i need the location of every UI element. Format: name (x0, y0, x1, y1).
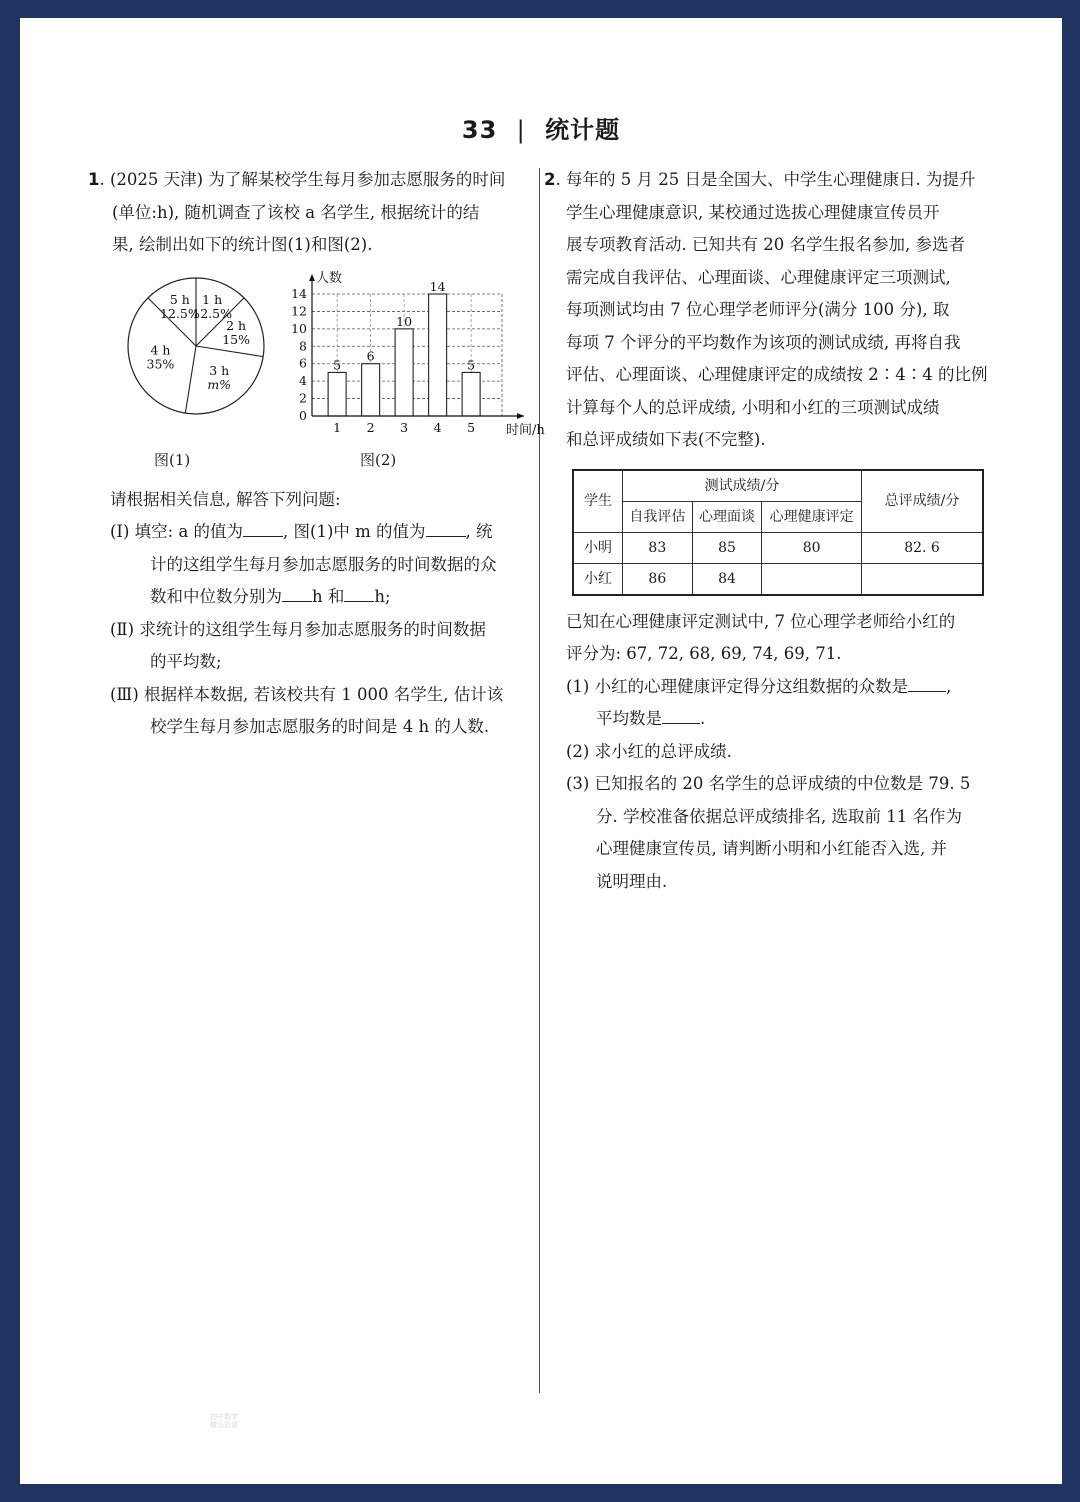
q1-part1 (88, 516, 534, 614)
th-total: 总评成绩/分 (862, 470, 984, 533)
x-tick-label: 4 (433, 419, 442, 435)
x-tick-label: 2 (366, 419, 375, 435)
q1-part2-line1: (Ⅱ) 求统计的这组学生每月参加志愿服务的时间数据 (110, 619, 486, 639)
title-separator: | (516, 116, 526, 144)
bar-value-label: 10 (396, 313, 413, 329)
q2-line: 评估、心理面谈、心理健康评定的成绩按 2∶4∶4 的比例 (566, 365, 988, 384)
q2-line: 和总评成绩如下表(不完整). (566, 430, 766, 449)
watermark (210, 1413, 238, 1429)
y-tick-label: 10 (291, 320, 307, 336)
q1-part1-c: , 统 (465, 522, 493, 541)
question-2 (544, 164, 990, 898)
th-talk: 心理面谈 (692, 501, 762, 532)
q1-part1-line3-a: 数和中位数分别为 (150, 587, 282, 606)
th-self: 自我评估 (623, 501, 693, 532)
q2-sub2: (2) 求小红的总评成绩. (566, 741, 732, 761)
q2-number: 2 (544, 170, 556, 189)
th-test: 测试成绩/分 (623, 470, 862, 502)
q2-after-line1: 已知在心理健康评定测试中, 7 位心理学老师给小红的 (566, 611, 956, 631)
table-row (573, 563, 983, 595)
q1-part1-line3-b: h 和 (312, 587, 345, 606)
cell-eval-empty (762, 563, 862, 595)
answer-blank-median[interactable] (344, 583, 374, 602)
pie-slice-label: 1 h (202, 291, 223, 307)
q2-sub3 (544, 768, 990, 898)
q2-line: . 每年的 5 月 25 日是全国大、中学生心理健康日. 为提升 (555, 170, 976, 189)
q1-line3: 果, 绘制出如下的统计图(1)和图(2). (112, 235, 373, 254)
q2-sub1-a: (1) 小红的心理健康评定得分这组数据的众数是 (566, 676, 909, 696)
y-tick-label: 14 (291, 285, 307, 301)
q1-part2-line2: 的平均数; (150, 652, 222, 671)
q2-sub3-line: 分. 学校准备依据总评成绩排名, 选取前 11 名作为 (596, 806, 962, 826)
answer-blank-mean[interactable] (662, 705, 700, 724)
q2-after (544, 606, 990, 671)
bar (362, 363, 380, 415)
pie-slice-pct: m% (207, 376, 232, 392)
y-axis-label: 人数 (316, 270, 343, 286)
fig2-caption: 图(2) (360, 450, 397, 469)
q2-sub3-line: 心理健康宣传员, 请判断小明和小红能否入选, 并 (596, 839, 947, 858)
title-text: 统计题 (545, 116, 621, 144)
q1-part1-b: , 图(1)中 m 的值为 (283, 522, 426, 541)
cell-total: 82. 6 (862, 532, 984, 563)
pie-slice-label: 2 h (226, 317, 247, 333)
column-divider (539, 168, 540, 1393)
q2-sub1 (544, 671, 990, 736)
q1-part3-line1: (Ⅲ) 根据样本数据, 若该校共有 1 000 名学生, 估计该 (110, 684, 504, 704)
bar (395, 328, 413, 415)
q1-part1-a: (Ⅰ) 填空: a 的值为 (110, 522, 244, 541)
table-row (573, 532, 983, 563)
bar (462, 372, 480, 416)
pie-slice-label: 5 h (169, 291, 190, 307)
cell-eval: 80 (762, 532, 862, 563)
q2-after-line2: 评分为: 67, 72, 68, 69, 74, 69, 71. (566, 644, 842, 663)
th-eval: 心理健康评定 (762, 501, 862, 532)
q2-line: 计算每个人的总评成绩, 小明和小红的三项测试成绩 (566, 397, 940, 417)
y-tick-label: 8 (299, 337, 307, 353)
cell-name: 小明 (573, 532, 623, 563)
x-tick-label: 3 (400, 419, 409, 435)
pie-chart (128, 278, 264, 414)
bar-value-label: 6 (366, 348, 375, 364)
watermark-line2: 精品资源 (210, 1421, 238, 1429)
cell-total-empty (862, 563, 984, 595)
pie-slice-pct: 35% (146, 356, 175, 372)
q2-line: 每项测试均由 7 位心理学老师评分(满分 100 分), 取 (566, 300, 950, 319)
pie-slice-pct: 15% (222, 331, 250, 347)
page-title (20, 110, 1062, 145)
q2-sub1-b: , (946, 676, 952, 696)
q1-charts (88, 266, 545, 476)
pie-slice-label: 3 h (209, 362, 230, 378)
y-axis-arrow (309, 274, 315, 281)
th-student: 学生 (573, 470, 623, 533)
answer-blank-mode2[interactable] (908, 673, 946, 692)
bar (429, 294, 447, 416)
q2-sub1-line2-a: 平均数是 (596, 709, 662, 728)
pie-slice-label: 4 h (150, 342, 171, 358)
q2-sub3-line: 说明理由. (596, 871, 668, 891)
cell-self: 86 (623, 563, 693, 595)
pie-slice-pct: 12.5% (160, 305, 200, 321)
y-tick-label: 2 (299, 390, 307, 406)
cell-name: 小红 (573, 563, 623, 595)
q1-part2 (88, 614, 534, 679)
answer-blank-mode[interactable] (282, 583, 312, 602)
cell-talk: 84 (692, 563, 762, 595)
fig1-caption: 图(1) (154, 450, 191, 469)
watermark-line1: 初中数学 (210, 1413, 238, 1421)
x-tick-label: 1 (333, 419, 342, 435)
x-axis-label: 时间/h (506, 422, 545, 438)
q2-sub3-line: (3) 已知报名的 20 名学生的总评成绩的中位数是 79. 5 (566, 774, 971, 793)
answer-blank-a[interactable] (243, 518, 283, 537)
bar-value-label: 5 (467, 356, 476, 372)
q2-stem (544, 164, 990, 457)
q1-number: 1 (88, 170, 100, 189)
q1-intro: 请根据相关信息, 解答下列问题: (110, 489, 341, 509)
q2-line: 每项 7 个评分的平均数作为该项的测试成绩, 再将自我 (566, 332, 961, 352)
bar-value-label: 14 (429, 278, 446, 294)
page (20, 18, 1062, 1484)
q1-part3-line2: 校学生每月参加志愿服务的时间是 4 h 的人数. (150, 717, 490, 736)
y-tick-label: 0 (299, 407, 307, 423)
question-1 (88, 164, 545, 744)
q1-line1: . (2025 天津) 为了解某校学生每月参加志愿服务的时间 (99, 170, 506, 189)
score-table (572, 469, 984, 596)
q2-line: 学生心理健康意识, 某校通过选拔心理健康宣传员开 (566, 202, 940, 222)
x-tick-label: 5 (467, 419, 476, 435)
q1-part1-line2: 计的这组学生每月参加志愿服务的时间数据的众 (150, 554, 497, 574)
q2-line: 需完成自我评估、心理面谈、心理健康评定三项测试, (566, 267, 951, 287)
bar-value-label: 5 (333, 356, 342, 372)
bar-chart (291, 270, 545, 438)
q1-part3 (88, 679, 534, 744)
cell-self: 83 (623, 532, 693, 563)
title-number: 33 (461, 116, 498, 144)
bar (328, 372, 346, 416)
q1-stem (88, 164, 534, 262)
y-tick-label: 4 (299, 372, 307, 388)
q1-part1-line3-c: h; (374, 587, 391, 606)
answer-blank-m[interactable] (426, 518, 466, 537)
x-axis-arrow (517, 413, 524, 419)
pie-slice-pct: 12.5% (192, 305, 232, 321)
y-tick-label: 12 (291, 302, 307, 318)
cell-talk: 85 (692, 532, 762, 563)
q1-line2: (单位:h), 随机调查了该校 a 名学生, 根据统计的结 (112, 202, 480, 222)
y-tick-label: 6 (299, 355, 307, 371)
q2-sub1-line2-b: . (700, 709, 706, 728)
q2-line: 展专项教育活动. 已知共有 20 名学生报名参加, 参选者 (566, 235, 965, 254)
